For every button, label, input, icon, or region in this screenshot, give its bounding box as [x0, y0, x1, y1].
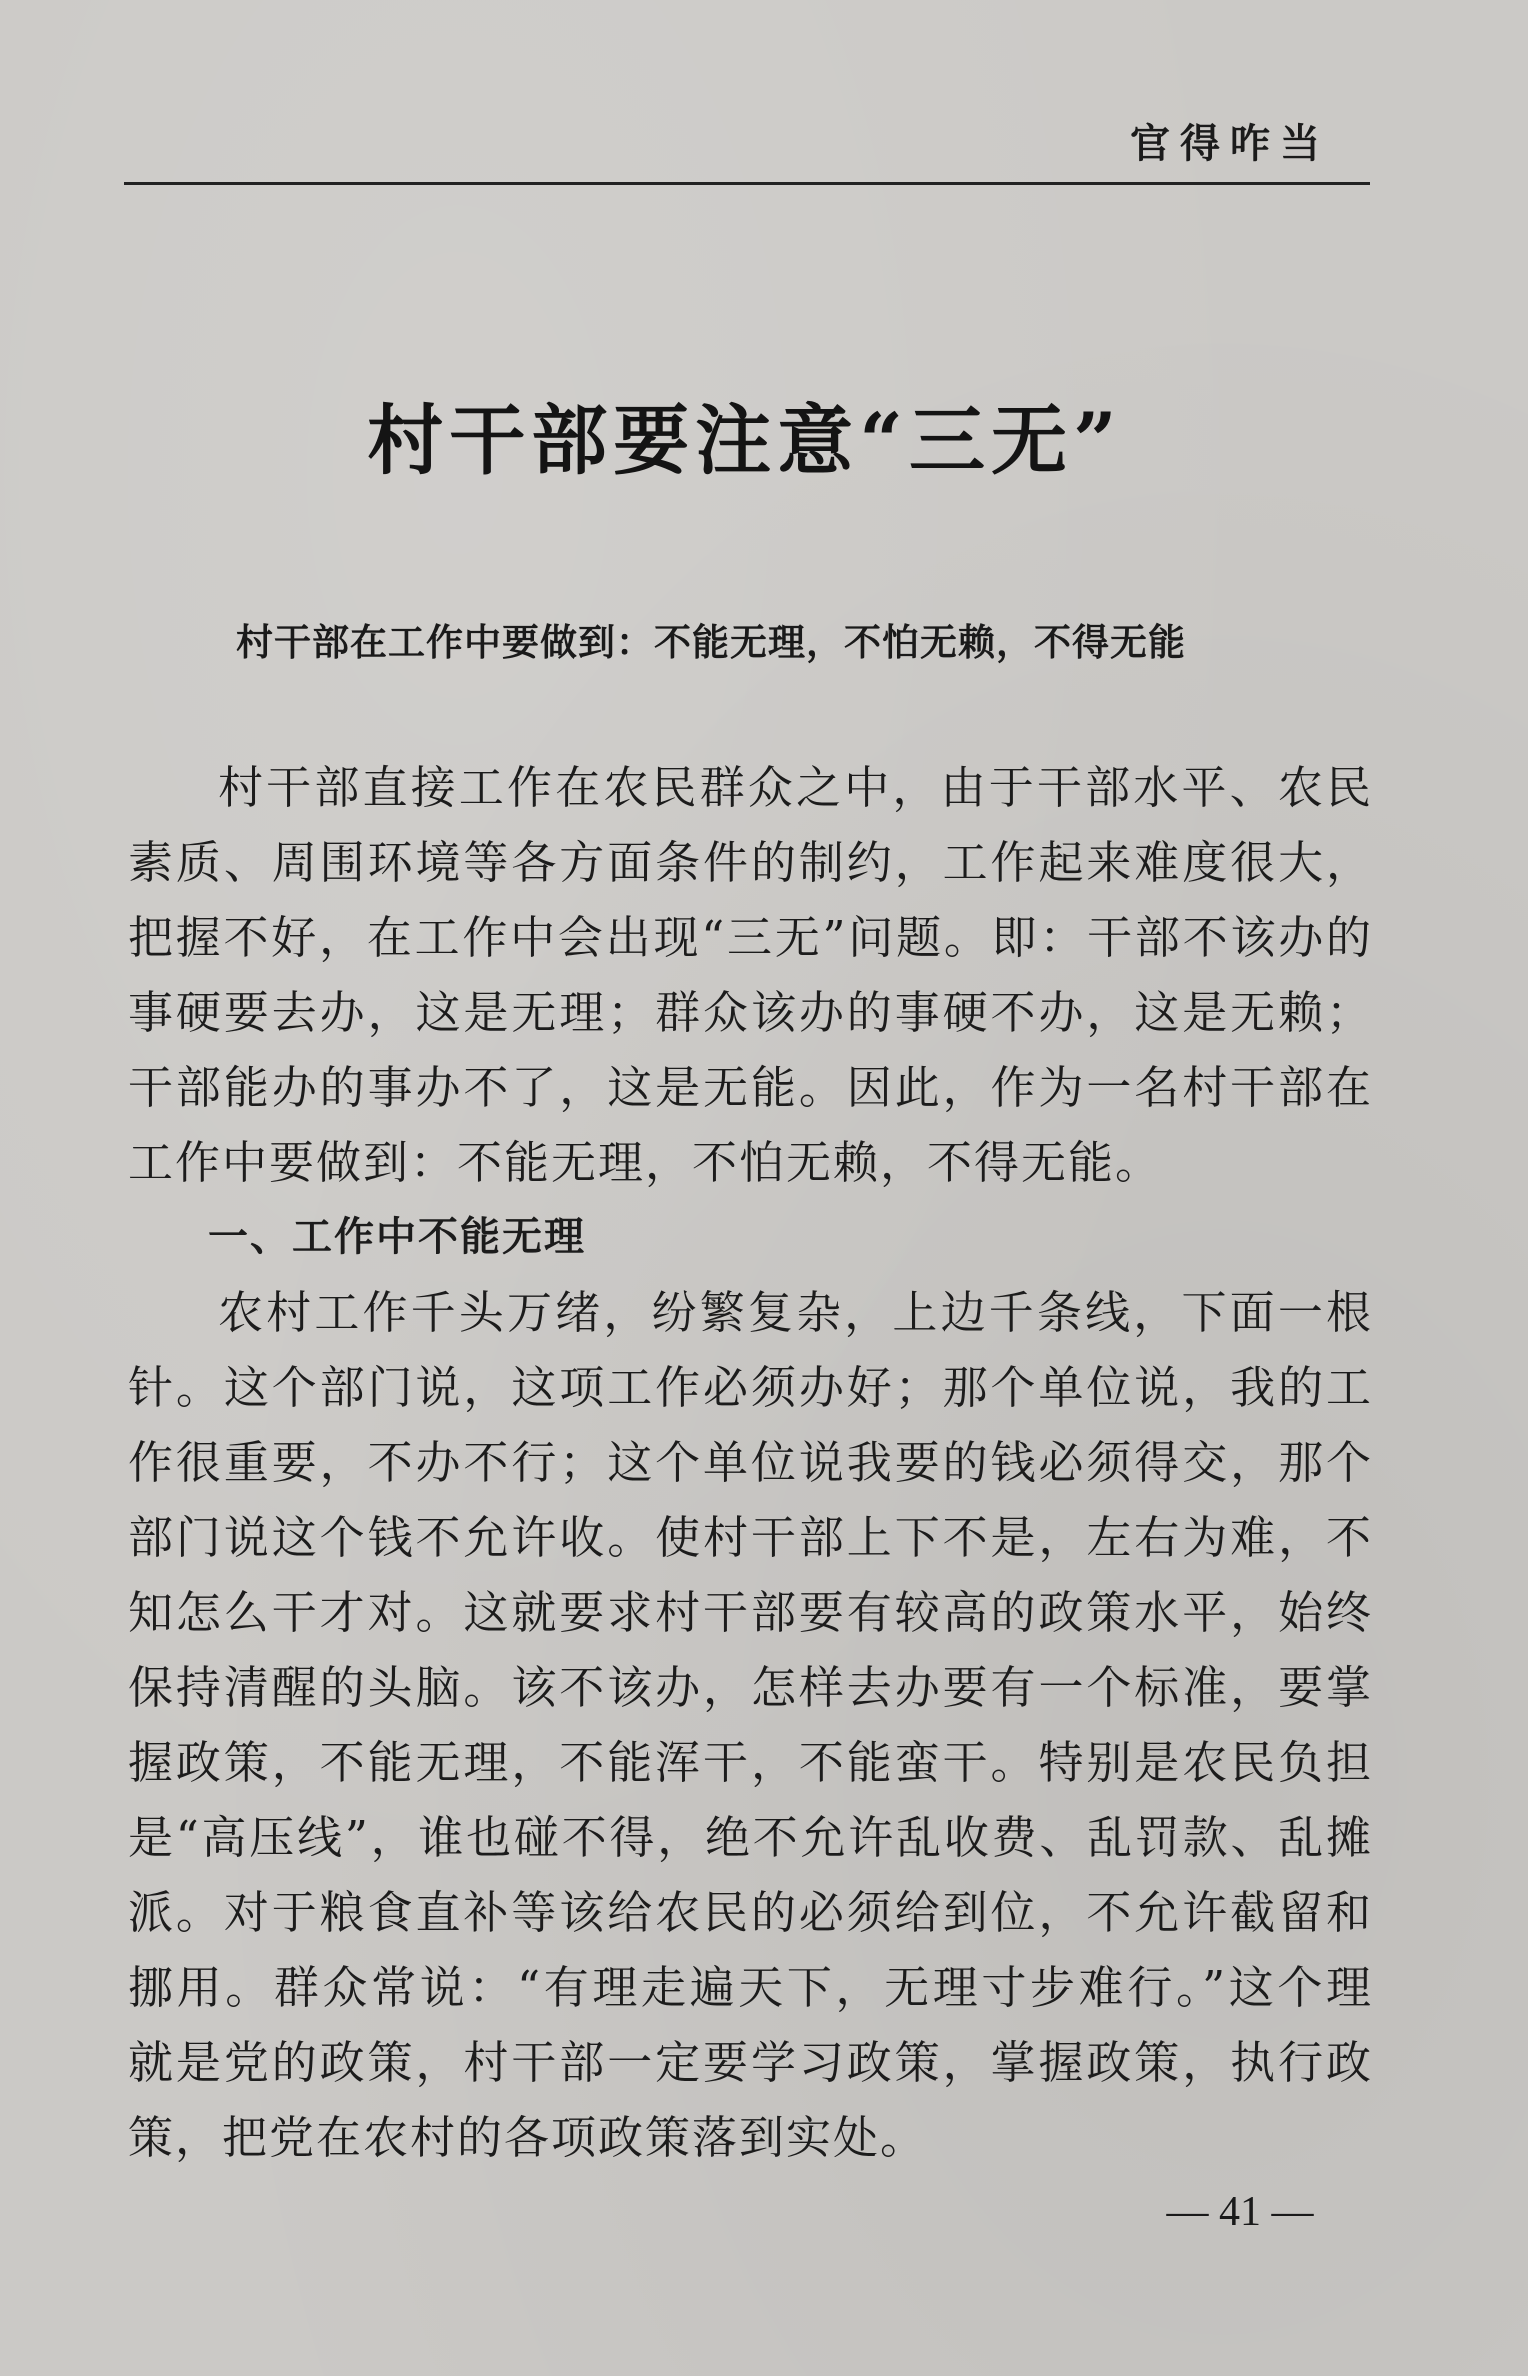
- intro-paragraph: 村干部直接工作在农民群众之中，由于干部水平、农民素质、周围环境等各方面条件的制约，工作起来难度很大，把握不好，在工作中会出现“三无”问题。即：干部不该办的事硬要去办，这是无理；群众该办的事硬不办，这是无赖；干部能办的事办不了，这是无能。因此，作为一名村干部在工作中要做到：不能无理，不怕无赖，不得无能。: [128, 761, 1373, 1189]
- section-heading: 一、工作中不能无理: [208, 1214, 586, 1260]
- page-number: — 41 —: [1166, 2189, 1314, 2235]
- article-title: 村干部要注意“三无”: [367, 396, 1123, 485]
- header-rule: [124, 182, 1370, 185]
- running-head: 官得咋当: [1130, 121, 1330, 167]
- section-paragraph: 农村工作千头万绪，纷繁复杂，上边千条线，下面一根针。这个部门说，这项工作必须办好；那个单位说，我的工作很重要，不办不行；这个单位说我要的钱必须得交，那个部门说这个钱不允许收。使村干部上下不是，左右为难，不知怎么干才对。这就要求村干部要有较高的政策水平，始终保持清醒的头脑。该不该办，怎样去办要有一个标准，要掌握政策，不能无理，不能浑干，不能蛮干。特别是农民负担是“高压线”，谁也碰不得，绝不允许乱收费、乱罚款、乱摊派。对于粮食直补等该给农民的必须给到位，不允许截留和挪用。群众常说：“有理走遍天下，无理寸步难行。”这个理就是党的政策，村干部一定要学习政策，掌握政策，执行政策，把党在农村的各项政策落到实处。: [128, 1286, 1373, 2164]
- article-body: [128, 750, 1373, 2175]
- article-subtitle: 村干部在工作中要做到：不能无理，不怕无赖，不得无能: [236, 621, 1186, 664]
